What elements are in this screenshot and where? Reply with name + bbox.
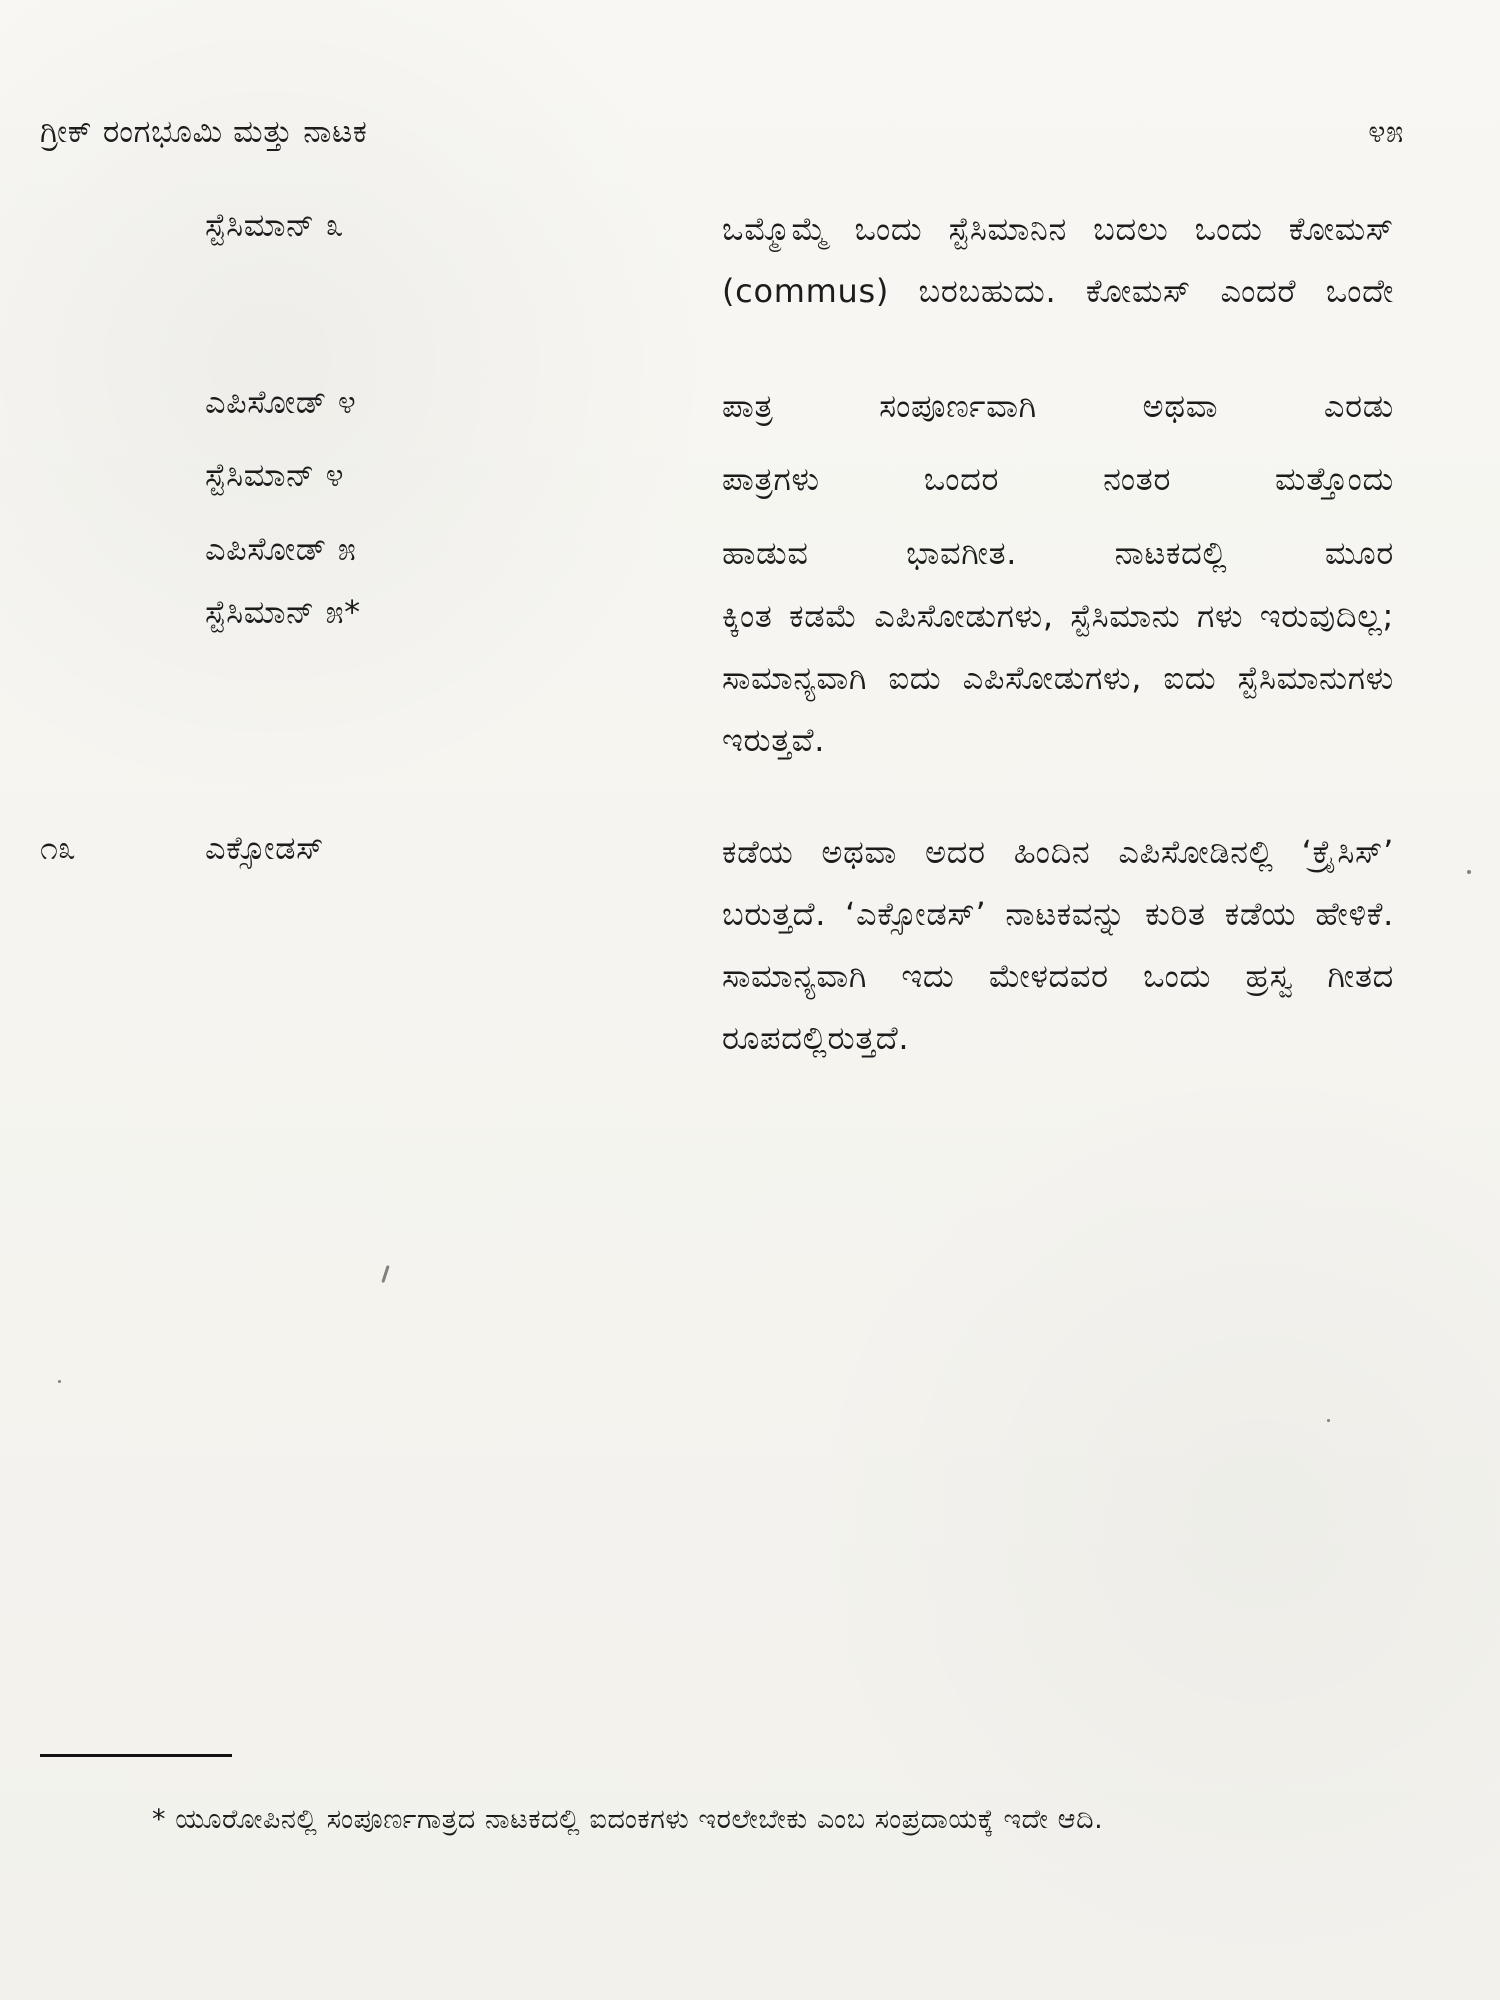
section-description: ಪಾತ್ರಗಳು ಒಂದರ ನಂತರ ಮತ್ತೊಂದು — [722, 460, 1394, 498]
section-label: ಎಪಿಸೋಡ್ ೪ — [205, 383, 357, 421]
page-number: ೪೫ — [1368, 113, 1404, 150]
paper-speck — [1327, 1419, 1330, 1422]
section-label: ಎಪಿಸೋಡ್ ೫ — [205, 530, 357, 568]
paper-speck — [58, 1380, 61, 1383]
running-title: ಗ್ರೀಕ್ ರಂಗಭೂಮಿ ಮತ್ತು ನಾಟಕ — [40, 113, 368, 150]
section-description: ಪಾತ್ರ ಸಂಪೂರ್ಣವಾಗಿ ಅಥವಾ ಎರಡು — [722, 387, 1394, 425]
footnote — [40, 1795, 1395, 1845]
paper-speck — [381, 1265, 389, 1283]
section-description: ಹಾಡುವ ಭಾವಗೀತ. ನಾಟಕದಲ್ಲಿ ಮೂರ — [722, 534, 1394, 572]
section-description: ಕ್ಕಿಂತ ಕಡಮೆ ಎಪಿಸೋಡುಗಳು, ಸ್ಟೆಸಿಮಾನು ಗಳು ಇರುವುದಿಲ್ಲ; ಸಾಮಾನ್ಯವಾಗಿ ಐದು ಎಪಿಸೋಡುಗಳು, ಐದು ಸ್ಟೆಸಿಮಾನುಗಳು ಇರುತ್ತವೆ. — [722, 597, 1394, 759]
section-label: ಸ್ಟೆಸಿಮಾನ್ ೫* — [205, 593, 361, 631]
row-number: ೧೩ — [40, 829, 76, 867]
section-label: ಎಕ್ಸೋಡಸ್ — [205, 829, 325, 867]
section-label: ಸ್ಟೆಸಿಮಾನ್ ೩ — [205, 206, 345, 244]
paper-speck — [1467, 870, 1471, 874]
footnote-text: * ಯೂರೋಪಿನಲ್ಲಿ ಸಂಪೂರ್ಣಗಾತ್ರದ ನಾಟಕದಲ್ಲಿ ಐದಂಕಗಳು ಇರಲೇಬೇಕು ಎಂಬ ಸಂಪ್ರದಾಯಕ್ಕೆ ಇದೇ ಆದಿ. — [152, 1804, 1104, 1835]
section-label: ಸ್ಟೆಸಿಮಾನ್ ೪ — [205, 456, 345, 494]
footnote-rule — [40, 1754, 232, 1757]
page-header — [40, 112, 1404, 152]
section-description: ಕಡೆಯ ಅಥವಾ ಅದರ ಹಿಂದಿನ ಎಪಿಸೋಡಿನಲ್ಲಿ ‘ಕ್ರೈಸಿಸ್’ ಬರುತ್ತದೆ. ‘ಎಕ್ಸೋಡಸ್’ ನಾಟಕವನ್ನು ಕುರಿತ ಕಡೆಯ ಹೇಳಿಕೆ. ಸಾಮಾನ್ಯವಾಗಿ ಇದು ಮೇಳದವರ ಒಂದು ಹ್ರಸ್ವ ಗೀತದ ರೂಪದಲ್ಲಿರುತ್ತದೆ. — [722, 833, 1394, 1057]
section-description: ಒಮ್ಮೊಮ್ಮೆ ಒಂದು ಸ್ಟೆಸಿಮಾನಿನ ಬದಲು ಒಂದು ಕೋಮಸ್ (commus) ಬರಬಹುದು. ಕೋಮಸ್ ಎಂದರೆ ಒಂದೇ — [722, 210, 1394, 310]
